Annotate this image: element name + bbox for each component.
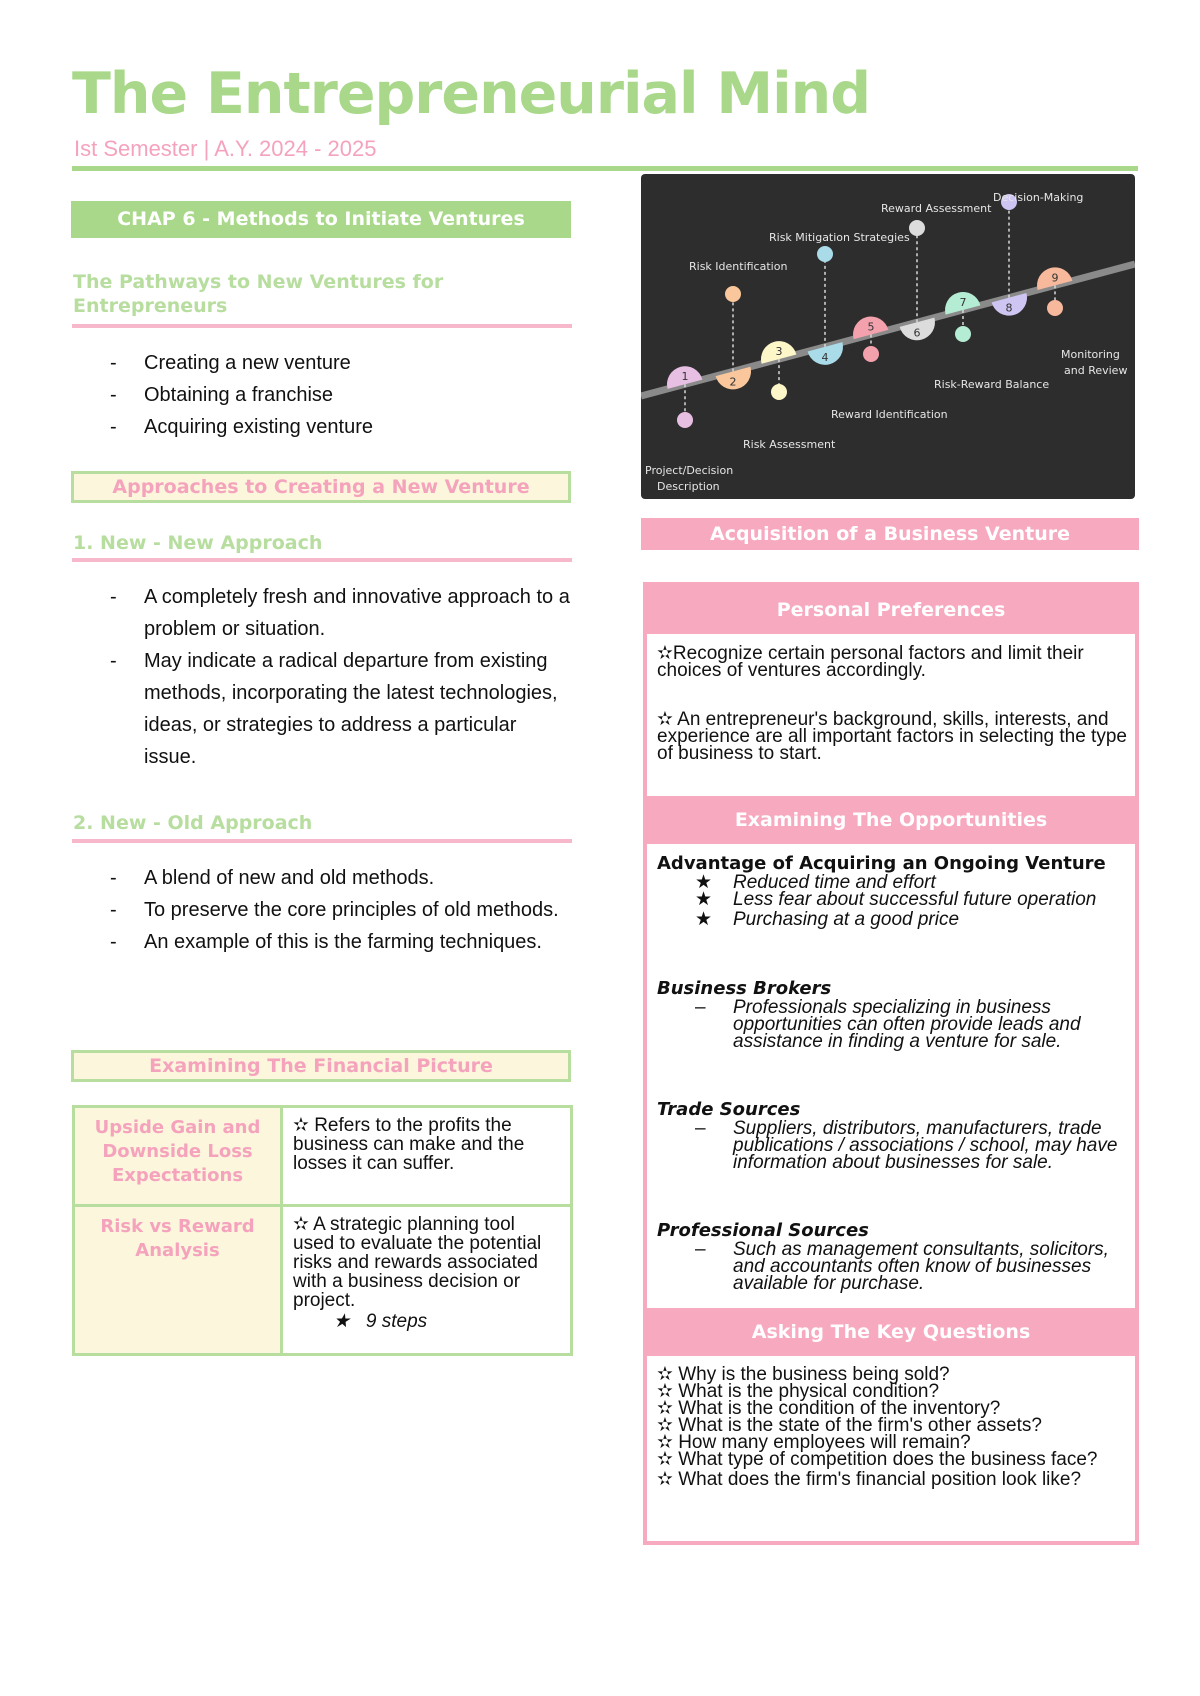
personal-p1: ✫Recognize certain personal factors and limit their choices of ventures accordingly.: [657, 643, 1084, 681]
list-item: ✫ What is the physical condition?: [657, 1381, 940, 1402]
questions-list: [657, 1366, 1127, 1488]
brokers-block: [657, 979, 1127, 1050]
label-decision-making: Decision-Making: [993, 191, 1084, 204]
professional-list: [657, 1241, 1127, 1292]
list-item: - Obtaining a franchise: [72, 379, 572, 411]
list-item: ★ Less fear about successful future operation: [657, 891, 1127, 908]
personal-p2: ✫ An entrepreneur's background, skills, interests, and experience are all important factors in selecting the type of business to start.: [657, 709, 1127, 764]
list-item: - Acquiring existing venture: [72, 411, 572, 443]
label-monitoring-1: Monitoring: [1061, 348, 1120, 361]
trade-list: [657, 1120, 1127, 1171]
brokers-heading: Business Brokers: [657, 978, 832, 999]
new-new-list: [72, 581, 572, 773]
label-risk-reward-balance: Risk-Reward Balance: [934, 378, 1050, 391]
step-dot-2: [725, 286, 741, 302]
label-monitoring-2: and Review: [1064, 364, 1128, 377]
list-item: ★ Purchasing at a good price: [657, 911, 1127, 928]
step-number: 4: [821, 350, 829, 364]
page-subtitle: Ist Semester | A.Y. 2024 - 2025: [74, 136, 377, 161]
label-reward-identification: Reward Identification: [831, 408, 948, 421]
opportunities-header: Examining The Opportunities: [647, 796, 1135, 844]
approaches-banner: Approaches to Creating a New Venture: [71, 471, 571, 503]
trade-heading: Trade Sources: [657, 1099, 801, 1120]
step-number: 3: [775, 345, 783, 359]
professional-heading: Professional Sources: [657, 1220, 869, 1241]
financial-banner: Examining The Financial Picture: [71, 1050, 571, 1082]
step-number: 7: [959, 295, 967, 309]
brokers-list: [657, 999, 1127, 1050]
table-cell-text: ✫ A strategic planning tool used to evaluate the potential risks and rewards associated with a business decision or project.: [293, 1214, 542, 1311]
list-item: – Such as management consultants, solicitors, and accountants often know of businesses available for purchase.: [657, 1241, 1127, 1292]
step-dot-1: [677, 412, 693, 428]
risk-reward-diagram-svg: [641, 174, 1135, 499]
list-item: ★ Reduced time and effort: [657, 874, 1127, 891]
new-new-heading: 1. New - New Approach: [73, 532, 323, 554]
list-item: ✫ Why is the business being sold?: [657, 1364, 950, 1385]
pathways-heading: The Pathways to New Ventures for Entrepreneurs: [73, 271, 444, 317]
step-number: 6: [913, 326, 921, 340]
label-project-2: Description: [657, 480, 720, 493]
step-dot-3: [771, 384, 787, 400]
table-cell-subpoint: [293, 1312, 560, 1331]
new-new-rule: [72, 558, 572, 562]
list-item: - To preserve the core principles of old methods.: [72, 894, 572, 926]
list-item: - An example of this is the farming techniques.: [72, 926, 572, 958]
advantage-block: [657, 854, 1127, 928]
label-reward-assessment: Reward Assessment: [881, 202, 992, 215]
star-icon: ★: [333, 1311, 351, 1332]
step-number: 8: [1005, 301, 1013, 315]
step-number: 9: [1051, 271, 1059, 285]
step-number: 1: [681, 370, 689, 384]
step-dot-7: [955, 326, 971, 342]
new-old-rule: [72, 839, 572, 843]
table-cell: [282, 1206, 572, 1355]
list-item: - Creating a new venture: [72, 347, 572, 379]
table-cell: ✫ Refers to the profits the business can make and the losses it can suffer.: [282, 1107, 572, 1206]
label-risk-identification: Risk Identification: [689, 260, 788, 273]
nine-steps-label: 9 steps: [365, 1311, 428, 1332]
list-item: – Professionals specializing in business opportunities can often provide leads and assistance in finding a venture for sale.: [657, 999, 1127, 1050]
table-label: Upside Gain and Downside Loss Expectations: [74, 1107, 282, 1206]
acquisition-banner: Acquisition of a Business Venture: [641, 518, 1139, 550]
label-risk-mitigation: Risk Mitigation Strategies: [769, 231, 910, 244]
list-item: – Suppliers, distributors, manufacturers, trade publications / associations / school, may have information about businesses for sale.: [657, 1120, 1127, 1171]
advantage-list: [657, 874, 1127, 928]
personal-preferences-header: Personal Preferences: [647, 586, 1135, 634]
list-item: ✫ What is the state of the firm's other assets?: [657, 1415, 1042, 1436]
new-old-list: [72, 862, 572, 958]
table-label: Risk vs Reward Analysis: [74, 1206, 282, 1355]
label-project-1: Project/Decision: [645, 464, 734, 477]
list-item: ✫ What is the condition of the inventory?: [657, 1398, 1001, 1419]
advantage-heading: Advantage of Acquiring an Ongoing Venture: [657, 853, 1106, 874]
pathways-rule: [72, 324, 572, 328]
step-dot-4: [817, 246, 833, 262]
risk-reward-diagram: [641, 174, 1135, 499]
pathways-list: [72, 347, 572, 443]
list-item: - A completely fresh and innovative approach to a problem or situation.: [72, 581, 572, 645]
list-item: ✫ What type of competition does the business face?: [657, 1449, 1098, 1470]
new-old-heading: 2. New - Old Approach: [73, 812, 313, 834]
list-item: ✫ How many employees will remain?: [657, 1432, 971, 1453]
trade-block: [657, 1100, 1127, 1171]
table-row: [74, 1107, 572, 1206]
chapter-banner: CHAP 6 - Methods to Initiate Ventures: [71, 201, 571, 238]
list-item: - May indicate a radical departure from existing methods, incorporating the latest technologies, ideas, or strategies to address a particular issue.: [72, 645, 572, 773]
step-dot-9: [1047, 300, 1063, 316]
table-row: [74, 1206, 572, 1355]
key-questions-header: Asking The Key Questions: [647, 1308, 1135, 1356]
step-dot-6: [909, 220, 925, 236]
list-item: ✫ What does the firm's financial position look like?: [657, 1469, 1082, 1490]
page-title: The Entrepreneurial Mind: [72, 61, 871, 127]
financial-table: [72, 1105, 573, 1356]
list-item: - A blend of new and old methods.: [72, 862, 572, 894]
professional-block: [657, 1221, 1127, 1292]
label-risk-assessment: Risk Assessment: [743, 438, 836, 451]
step-dot-5: [863, 346, 879, 362]
header-divider: [72, 166, 1138, 171]
step-number: 5: [867, 320, 875, 334]
step-number: 2: [729, 375, 737, 389]
acquisition-box: [643, 582, 1139, 1545]
